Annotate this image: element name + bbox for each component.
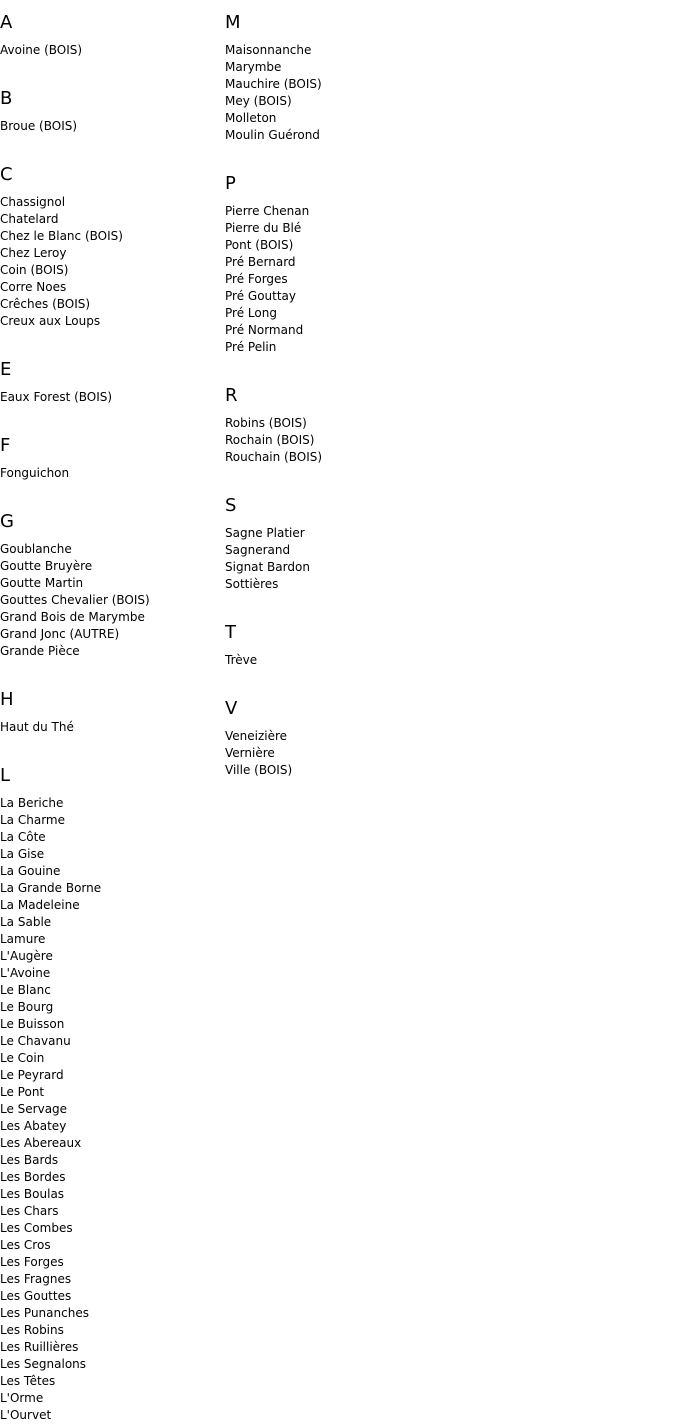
letter-group-s — [225, 483, 445, 593]
place-name-item: Les Cros — [0, 1238, 51, 1252]
place-name-item: Les Robins — [0, 1323, 64, 1337]
letter-group-c — [0, 152, 220, 330]
place-name-item: Les Ruillières — [0, 1340, 79, 1354]
place-name-list — [0, 42, 220, 59]
section-letter-heading: R — [225, 385, 238, 406]
letter-group-b — [0, 76, 220, 135]
place-name-list — [225, 415, 445, 466]
letter-group-v — [225, 686, 445, 779]
place-name-item: Les Boulas — [0, 1187, 65, 1201]
index-column-left — [0, 0, 220, 1424]
place-name-item: La Madeleine — [0, 898, 80, 912]
section-letter-heading: M — [225, 12, 241, 33]
place-name-item: Les Combes — [0, 1221, 73, 1235]
place-name-item: Gouttes Chevalier (BOIS) — [0, 593, 150, 607]
place-name-item: Les Forges — [0, 1255, 64, 1269]
place-name-item: Pré Normand — [225, 323, 304, 337]
place-name-item: Sagnerand — [225, 543, 291, 557]
place-name-item: Pré Gouttay — [225, 289, 297, 303]
place-name-item: Broue (BOIS) — [0, 119, 78, 133]
section-letter-heading: F — [0, 435, 11, 456]
place-name-item: Pont (BOIS) — [225, 238, 294, 252]
letter-group-m — [225, 0, 445, 144]
place-name-list — [0, 541, 220, 660]
place-name-item: Sottières — [225, 577, 279, 591]
place-name-item: Le Coin — [0, 1051, 45, 1065]
place-name-item: La Beriche — [0, 796, 64, 810]
place-name-item: Pré Forges — [225, 272, 288, 286]
place-name-item: Goutte Martin — [0, 576, 84, 590]
place-name-item: Pré Pelin — [225, 340, 277, 354]
letter-group-p — [225, 161, 445, 356]
place-name-item: Veneizière — [225, 729, 288, 743]
place-name-item: Le Servage — [0, 1102, 68, 1116]
place-name-item: Signat Bardon — [225, 560, 310, 574]
place-name-item: Ville (BOIS) — [225, 763, 293, 777]
place-name-list — [225, 525, 445, 593]
place-name-item: Eaux Forest (BOIS) — [0, 390, 113, 404]
section-letter-heading: T — [225, 622, 236, 643]
place-name-item: L'Augère — [0, 949, 53, 963]
place-name-item: Coin (BOIS) — [0, 263, 69, 277]
place-name-item: Les Bards — [0, 1153, 59, 1167]
place-name-item: L'Ourvet — [0, 1408, 52, 1422]
place-name-list — [0, 194, 220, 330]
place-name-item: Le Chavanu — [0, 1034, 71, 1048]
letter-group-a — [0, 0, 220, 59]
section-letter-heading: C — [0, 164, 13, 185]
place-name-item: Le Buisson — [0, 1017, 65, 1031]
place-name-item: Moulin Guérond — [225, 128, 320, 142]
place-name-item: Goutte Bruyère — [0, 559, 93, 573]
letter-group-h — [0, 677, 220, 736]
place-name-item: La Gouine — [0, 864, 61, 878]
place-name-item: La Grande Borne — [0, 881, 102, 895]
place-name-item: Mauchire (BOIS) — [225, 77, 322, 91]
letter-group-l — [0, 753, 220, 1424]
place-name-item: Les Chars — [0, 1204, 59, 1218]
section-letter-heading: L — [0, 765, 11, 786]
place-name-item: Les Abereaux — [0, 1136, 82, 1150]
place-name-item: Grand Bois de Marymbe — [0, 610, 145, 624]
place-name-item: Les Abatey — [0, 1119, 67, 1133]
place-name-item: Les Bordes — [0, 1170, 66, 1184]
section-letter-heading: S — [225, 495, 237, 516]
place-name-item: Le Peyrard — [0, 1068, 64, 1082]
place-name-item: Pré Long — [225, 306, 277, 320]
place-name-list — [0, 118, 220, 135]
place-name-item: Les Fragnes — [0, 1272, 72, 1286]
place-name-item: La Sable — [0, 915, 52, 929]
place-name-item: L'Orme — [0, 1391, 44, 1405]
place-name-item: Sagne Platier — [225, 526, 305, 540]
section-letter-heading: E — [0, 359, 12, 380]
place-name-item: Trève — [225, 653, 258, 667]
place-name-item: Pré Bernard — [225, 255, 296, 269]
index-column-right — [225, 0, 445, 779]
place-name-list — [225, 728, 445, 779]
place-name-item: Chassignol — [0, 195, 66, 209]
place-name-item: Chez Leroy — [0, 246, 67, 260]
place-name-item: Goublanche — [0, 542, 72, 556]
section-letter-heading: G — [0, 511, 14, 532]
letter-group-g — [0, 499, 220, 660]
section-letter-heading: H — [0, 689, 14, 710]
place-name-item: Marymbe — [225, 60, 282, 74]
place-name-item: Vernière — [225, 746, 275, 760]
place-name-list — [225, 203, 445, 356]
place-name-item: Les Segnalons — [0, 1357, 87, 1371]
place-name-item: Fonguichon — [0, 466, 70, 480]
place-name-item: Les Têtes — [0, 1374, 56, 1388]
place-name-item: Molleton — [225, 111, 277, 125]
letter-group-e — [0, 347, 220, 406]
place-name-list — [0, 719, 220, 736]
place-name-item: Lamure — [0, 932, 46, 946]
place-name-item: Maisonnanche — [225, 43, 312, 57]
letter-group-t — [225, 610, 445, 669]
place-name-item: Robins (BOIS) — [225, 416, 307, 430]
section-letter-heading: B — [0, 88, 13, 109]
place-name-item: Mey (BOIS) — [225, 94, 292, 108]
place-name-list — [225, 42, 445, 144]
place-name-list — [0, 389, 220, 406]
place-name-item: Les Gouttes — [0, 1289, 72, 1303]
letter-group-f — [0, 423, 220, 482]
place-name-item: La Gise — [0, 847, 45, 861]
place-name-item: Rochain (BOIS) — [225, 433, 315, 447]
place-name-list — [225, 652, 445, 669]
place-name-item: Chez le Blanc (BOIS) — [0, 229, 123, 243]
place-name-item: L'Avoine — [0, 966, 51, 980]
place-name-item: Le Blanc — [0, 983, 51, 997]
section-letter-heading: A — [0, 12, 13, 33]
place-name-item: Creux aux Loups — [0, 314, 101, 328]
place-name-item: Pierre Chenan — [225, 204, 310, 218]
place-name-item: Le Pont — [0, 1085, 45, 1099]
place-name-item: Rouchain (BOIS) — [225, 450, 323, 464]
place-name-item: Corre Noes — [0, 280, 67, 294]
place-name-item: Avoine (BOIS) — [0, 43, 83, 57]
place-name-item: Le Bourg — [0, 1000, 54, 1014]
place-name-item: Haut du Thé — [0, 720, 74, 734]
letter-group-r — [225, 373, 445, 466]
place-name-list — [0, 465, 220, 482]
place-name-item: Grande Pièce — [0, 644, 80, 658]
place-name-item: Grand Jonc (AUTRE) — [0, 627, 120, 641]
place-name-item: La Charme — [0, 813, 65, 827]
section-letter-heading: V — [225, 698, 238, 719]
place-name-item: Pierre du Blé — [225, 221, 302, 235]
place-name-list — [0, 795, 220, 1424]
place-name-item: Chatelard — [0, 212, 59, 226]
place-name-item: Les Punanches — [0, 1306, 89, 1320]
place-name-item: La Côte — [0, 830, 46, 844]
place-name-item: Crêches (BOIS) — [0, 297, 91, 311]
section-letter-heading: P — [225, 173, 236, 194]
